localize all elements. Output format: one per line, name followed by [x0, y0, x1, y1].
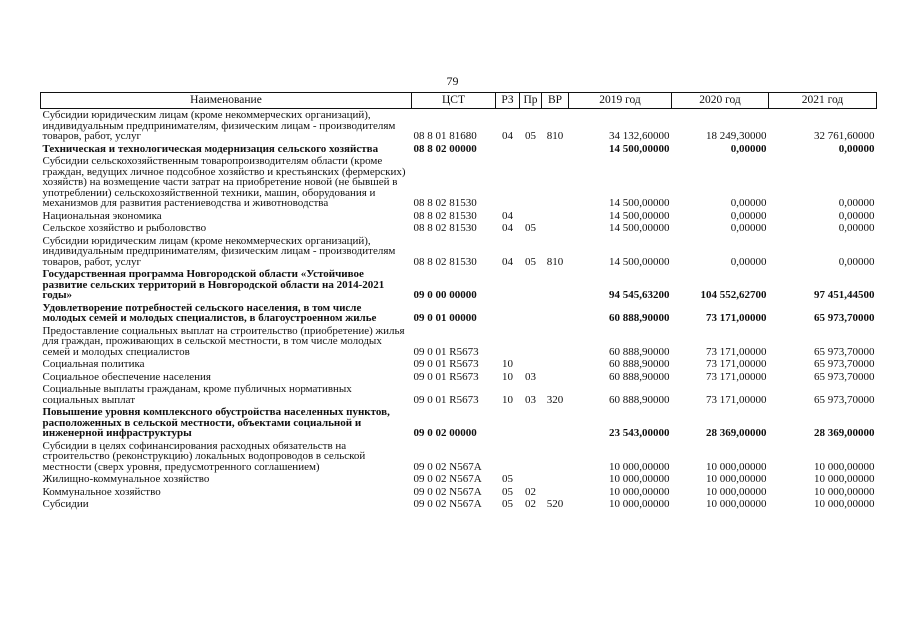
table-row — [41, 155, 877, 210]
cell-2021: 10 000,00000 — [814, 485, 875, 498]
cell-name: Субсидии юридическим лицам (кроме некоммерческих организаций), индивидуальным предпринимателям, физическим лицам - производителям товаров, работ, услуг — [42, 109, 396, 142]
cell-vr: 810 — [546, 255, 564, 268]
cell-2020: 104 552,62700 — [700, 289, 767, 301]
cell-pr: 03 — [525, 370, 536, 383]
cell-cst: 09 0 00 00000 — [413, 289, 477, 301]
cell-2019: 14 500,00000 — [609, 209, 670, 222]
cell-2020: 28 369,00000 — [706, 427, 767, 439]
cell-cst: 08 8 01 81680 — [413, 130, 477, 142]
cell-name: Повышение уровня комплексного обустройства населенных пунктов, расположенных в сельской местности, объектами социальной и инженерной инфраструктуры — [42, 406, 390, 439]
cell-name: Социальные выплаты гражданам, кроме публичных нормативных социальных выплат — [42, 383, 352, 406]
cell-name: Национальная экономика — [42, 209, 162, 222]
header-2021: 2021 год — [769, 93, 877, 109]
cell-vr — [542, 302, 569, 325]
cell-rz: 04 — [502, 209, 513, 222]
cell-pr: 02 — [525, 485, 536, 498]
table-row — [41, 143, 877, 156]
cell-2021: 0,00000 — [838, 197, 875, 209]
cell-2019: 34 132,60000 — [609, 130, 670, 142]
table-row — [41, 486, 877, 499]
table-row — [41, 498, 877, 511]
cell-cst: 09 0 01 00000 — [413, 312, 477, 324]
cell-name: Государственная программа Новгородской области «Устойчивое развитие сельских территорий в Новгородской области на 2014-2021 годы» — [42, 268, 385, 301]
cell-name: Социальная политика — [42, 358, 145, 370]
cell-2019: 14 500,00000 — [609, 197, 670, 209]
cell-2020: 73 171,00000 — [706, 312, 767, 324]
cell-2020: 18 249,30000 — [706, 130, 767, 142]
table-row — [41, 210, 877, 223]
table-row — [41, 235, 877, 269]
table-row — [41, 440, 877, 474]
cell-vr — [542, 143, 569, 156]
header-rz: РЗ — [496, 93, 520, 109]
cell-2021: 65 973,70000 — [814, 370, 875, 383]
cell-2021: 0,00000 — [838, 222, 875, 234]
cell-2019: 60 888,90000 — [609, 312, 670, 324]
cell-name: Предоставление социальных выплат на строительство (приобретение) жилья для граждан, проживающих в сельской местности, в том числе молодых семей и молодых специалистов — [42, 324, 405, 358]
cell-vr: 320 — [546, 393, 564, 406]
cell-vr — [542, 268, 569, 302]
cell-vr — [542, 358, 569, 371]
cell-2020: 0,00000 — [730, 197, 767, 209]
page-number: 79 — [446, 74, 459, 88]
cell-vr — [542, 371, 569, 384]
cell-2019: 60 888,90000 — [609, 345, 670, 358]
cell-rz — [496, 143, 520, 156]
cell-vr — [542, 473, 569, 486]
cell-cst: 08 8 02 81530 — [413, 255, 477, 268]
cell-rz: 05 — [502, 485, 513, 498]
header-name: Наименование — [41, 93, 412, 109]
cell-2019: 23 543,00000 — [609, 427, 670, 439]
budget-table — [40, 92, 877, 511]
table-row — [41, 268, 877, 302]
cell-vr: 520 — [546, 498, 564, 510]
cell-2020: 73 171,00000 — [706, 370, 767, 383]
table-row — [41, 473, 877, 486]
cell-pr — [520, 473, 542, 486]
cell-2021: 65 973,70000 — [814, 393, 875, 406]
cell-2019: 60 888,90000 — [609, 370, 670, 383]
table-row — [41, 358, 877, 371]
cell-rz: 10 — [502, 370, 513, 383]
cell-2019: 94 545,63200 — [609, 289, 670, 301]
cell-2019: 10 000,00000 — [609, 485, 670, 498]
cell-cst: 08 8 02 00000 — [413, 142, 477, 155]
cell-2020: 0,00000 — [730, 142, 767, 155]
table-row — [41, 302, 877, 325]
cell-name: Сельское хозяйство и рыболовство — [42, 222, 207, 234]
table-row — [41, 222, 877, 235]
cell-cst: 09 0 02 00000 — [413, 427, 477, 439]
cell-vr — [542, 440, 569, 474]
cell-name: Удовлетворение потребностей сельского населения, в том числе молодых семей и молодых специалистов, в благоустроенном жилье — [42, 301, 377, 324]
cell-cst: 09 0 02 N567A — [413, 473, 482, 485]
cell-pr — [520, 440, 542, 474]
cell-2020: 0,00000 — [730, 255, 767, 268]
cell-pr — [520, 268, 542, 302]
cell-cst: 09 0 02 N567A — [413, 498, 482, 510]
cell-2021: 65 973,70000 — [814, 358, 875, 370]
cell-2021: 28 369,00000 — [814, 427, 875, 439]
cell-cst: 09 0 01 R5673 — [413, 345, 479, 358]
table-header-row — [41, 93, 877, 109]
cell-2020: 73 171,00000 — [706, 393, 767, 406]
table-row — [41, 383, 877, 406]
cell-2021: 0,00000 — [838, 142, 875, 155]
cell-2020: 10 000,00000 — [706, 473, 767, 485]
cell-name: Субсидии — [42, 498, 89, 510]
cell-2021: 97 451,44500 — [814, 289, 875, 301]
cell-cst: 09 0 02 N567A — [413, 485, 482, 498]
cell-rz: 05 — [502, 498, 513, 510]
header-vr: ВР — [542, 93, 569, 109]
cell-pr: 05 — [525, 255, 536, 268]
table-row — [41, 371, 877, 384]
cell-pr — [520, 406, 542, 440]
cell-2020: 73 171,00000 — [706, 358, 767, 370]
cell-vr: 810 — [546, 130, 564, 142]
cell-name: Субсидии юридическим лицам (кроме некоммерческих организаций), индивидуальным предпринимателям, физическим лицам - производителям товаров, работ, услуг — [42, 234, 396, 268]
cell-vr — [542, 406, 569, 440]
cell-2019: 14 500,00000 — [609, 142, 670, 155]
cell-name: Коммунальное хозяйство — [42, 485, 161, 498]
cell-2021: 32 761,60000 — [814, 130, 875, 142]
cell-2019: 10 000,00000 — [609, 460, 670, 473]
cell-cst: 09 0 02 N567A — [413, 460, 482, 473]
cell-rz — [496, 440, 520, 474]
cell-2021: 0,00000 — [838, 209, 875, 222]
cell-rz: 05 — [502, 473, 513, 485]
cell-pr — [520, 143, 542, 156]
header-2020: 2020 год — [672, 93, 769, 109]
cell-name: Субсидии в целях софинансирования расходных обязательств на строительство (реконструкцию) локальных водопроводов в сельской местности (сверх уровня, предусмотренного соглашением) — [42, 439, 366, 473]
cell-2019: 10 000,00000 — [609, 473, 670, 485]
cell-cst: 09 0 01 R5673 — [413, 393, 479, 406]
cell-2019: 10 000,00000 — [609, 498, 670, 510]
cell-cst: 08 8 02 81530 — [413, 197, 477, 209]
cell-2020: 10 000,00000 — [706, 485, 767, 498]
cell-cst: 08 8 02 81530 — [413, 209, 477, 222]
cell-2021: 65 973,70000 — [814, 312, 875, 324]
cell-rz: 04 — [502, 130, 513, 142]
cell-rz: 04 — [502, 222, 513, 234]
cell-vr — [542, 325, 569, 359]
cell-2020: 73 171,00000 — [706, 345, 767, 358]
cell-name: Субсидии сельскохозяйственным товаропроизводителям области (кроме граждан, ведущих личное подсобное хозяйство и крестьянских (фермерских) хозяйств) на возмещение части затрат на приобретение новой (не бывшей в употреблении) сельскохозяйственной техники, машин, оборудования и механизмов для развития растениеводства и животноводства — [42, 155, 406, 209]
cell-2021: 10 000,00000 — [814, 498, 875, 510]
cell-pr — [520, 302, 542, 325]
cell-vr — [542, 222, 569, 235]
table-row — [41, 406, 877, 440]
cell-2019: 60 888,90000 — [609, 393, 670, 406]
cell-name: Жилищно-коммунальное хозяйство — [42, 473, 210, 485]
cell-2019: 14 500,00000 — [609, 222, 670, 234]
cell-pr — [520, 358, 542, 371]
cell-pr — [520, 210, 542, 223]
cell-2021: 10 000,00000 — [814, 460, 875, 473]
cell-name: Техническая и технологическая модернизация сельского хозяйства — [42, 142, 379, 155]
cell-rz — [496, 302, 520, 325]
table-body — [41, 109, 877, 511]
header-2019: 2019 год — [569, 93, 672, 109]
cell-vr — [542, 210, 569, 223]
cell-2019: 14 500,00000 — [609, 255, 670, 268]
cell-rz — [496, 268, 520, 302]
table-row — [41, 109, 877, 143]
cell-2020: 10 000,00000 — [706, 460, 767, 473]
cell-rz — [496, 325, 520, 359]
cell-rz: 10 — [502, 393, 513, 406]
cell-2020: 10 000,00000 — [706, 498, 767, 510]
cell-pr — [520, 325, 542, 359]
cell-2021: 65 973,70000 — [814, 345, 875, 358]
cell-rz: 10 — [502, 358, 513, 370]
cell-vr — [542, 155, 569, 210]
cell-2020: 0,00000 — [730, 222, 767, 234]
cell-pr — [520, 155, 542, 210]
cell-name: Социальное обеспечение населения — [42, 370, 211, 383]
cell-2021: 0,00000 — [838, 255, 875, 268]
cell-pr: 02 — [525, 498, 536, 510]
header-pr: Пр — [520, 93, 542, 109]
cell-rz — [496, 155, 520, 210]
cell-2021: 10 000,00000 — [814, 473, 875, 485]
cell-cst: 08 8 02 81530 — [413, 222, 477, 234]
table-row — [41, 325, 877, 359]
cell-pr: 03 — [525, 393, 536, 406]
cell-2019: 60 888,90000 — [609, 358, 670, 370]
header-cst: ЦСТ — [412, 93, 496, 109]
cell-pr: 05 — [525, 222, 536, 234]
cell-2020: 0,00000 — [730, 209, 767, 222]
cell-rz — [496, 406, 520, 440]
cell-cst: 09 0 01 R5673 — [413, 358, 479, 370]
cell-vr — [542, 486, 569, 499]
cell-pr: 05 — [525, 130, 536, 142]
cell-cst: 09 0 01 R5673 — [413, 370, 479, 383]
cell-rz: 04 — [502, 255, 513, 268]
